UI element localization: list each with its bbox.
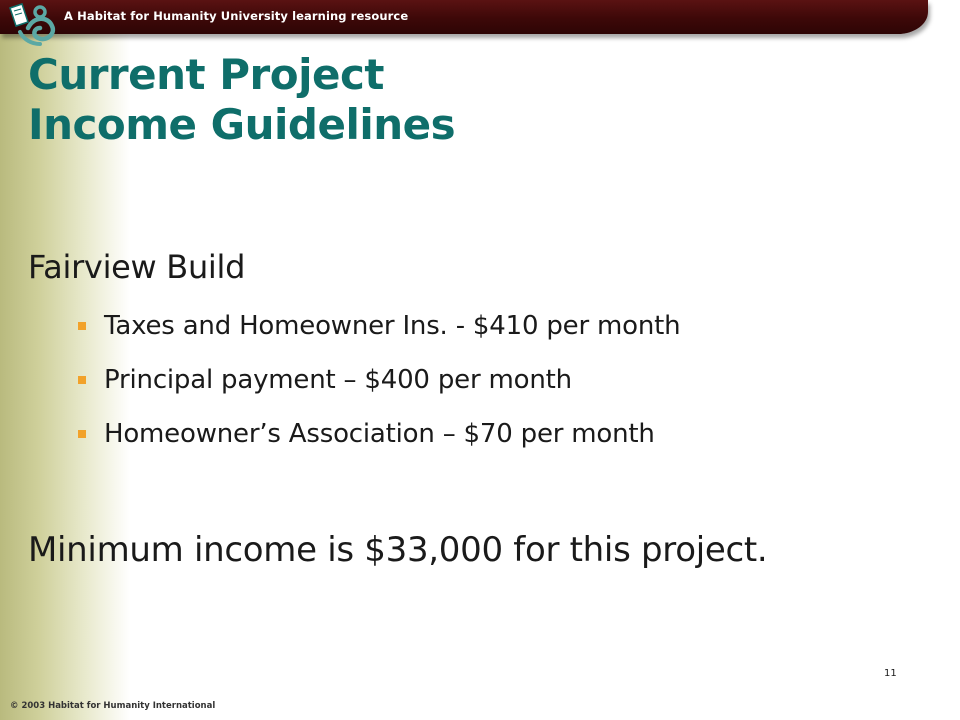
bullet-item: [76, 308, 680, 362]
bullet-item: [76, 362, 680, 416]
bullet-text: Taxes and Homeowner Ins. - $410 per month: [104, 311, 681, 341]
copyright-notice: © 2003 Habitat for Humanity International: [10, 701, 216, 711]
slide-title: [28, 50, 455, 150]
page-number: 11: [884, 668, 897, 679]
bullet-text: Principal payment – $400 per month: [104, 365, 572, 395]
slide-title-line-2: Income Guidelines: [28, 100, 456, 149]
bullet-item: [76, 416, 680, 470]
square-bullet-icon: [78, 322, 86, 330]
bullet-list: [76, 308, 680, 470]
square-bullet-icon: [78, 376, 86, 384]
habitat-university-logo-icon: [6, 2, 60, 48]
section-heading: Fairview Build: [28, 248, 246, 286]
header-bar: [0, 0, 928, 34]
summary-statement: Minimum income is $33,000 for this project.: [28, 530, 768, 570]
header-text: A Habitat for Humanity University learning resource: [64, 9, 409, 23]
square-bullet-icon: [78, 430, 86, 438]
slide-title-line-1: Current Project: [28, 50, 384, 99]
bullet-text: Homeowner’s Association – $70 per month: [104, 419, 655, 449]
